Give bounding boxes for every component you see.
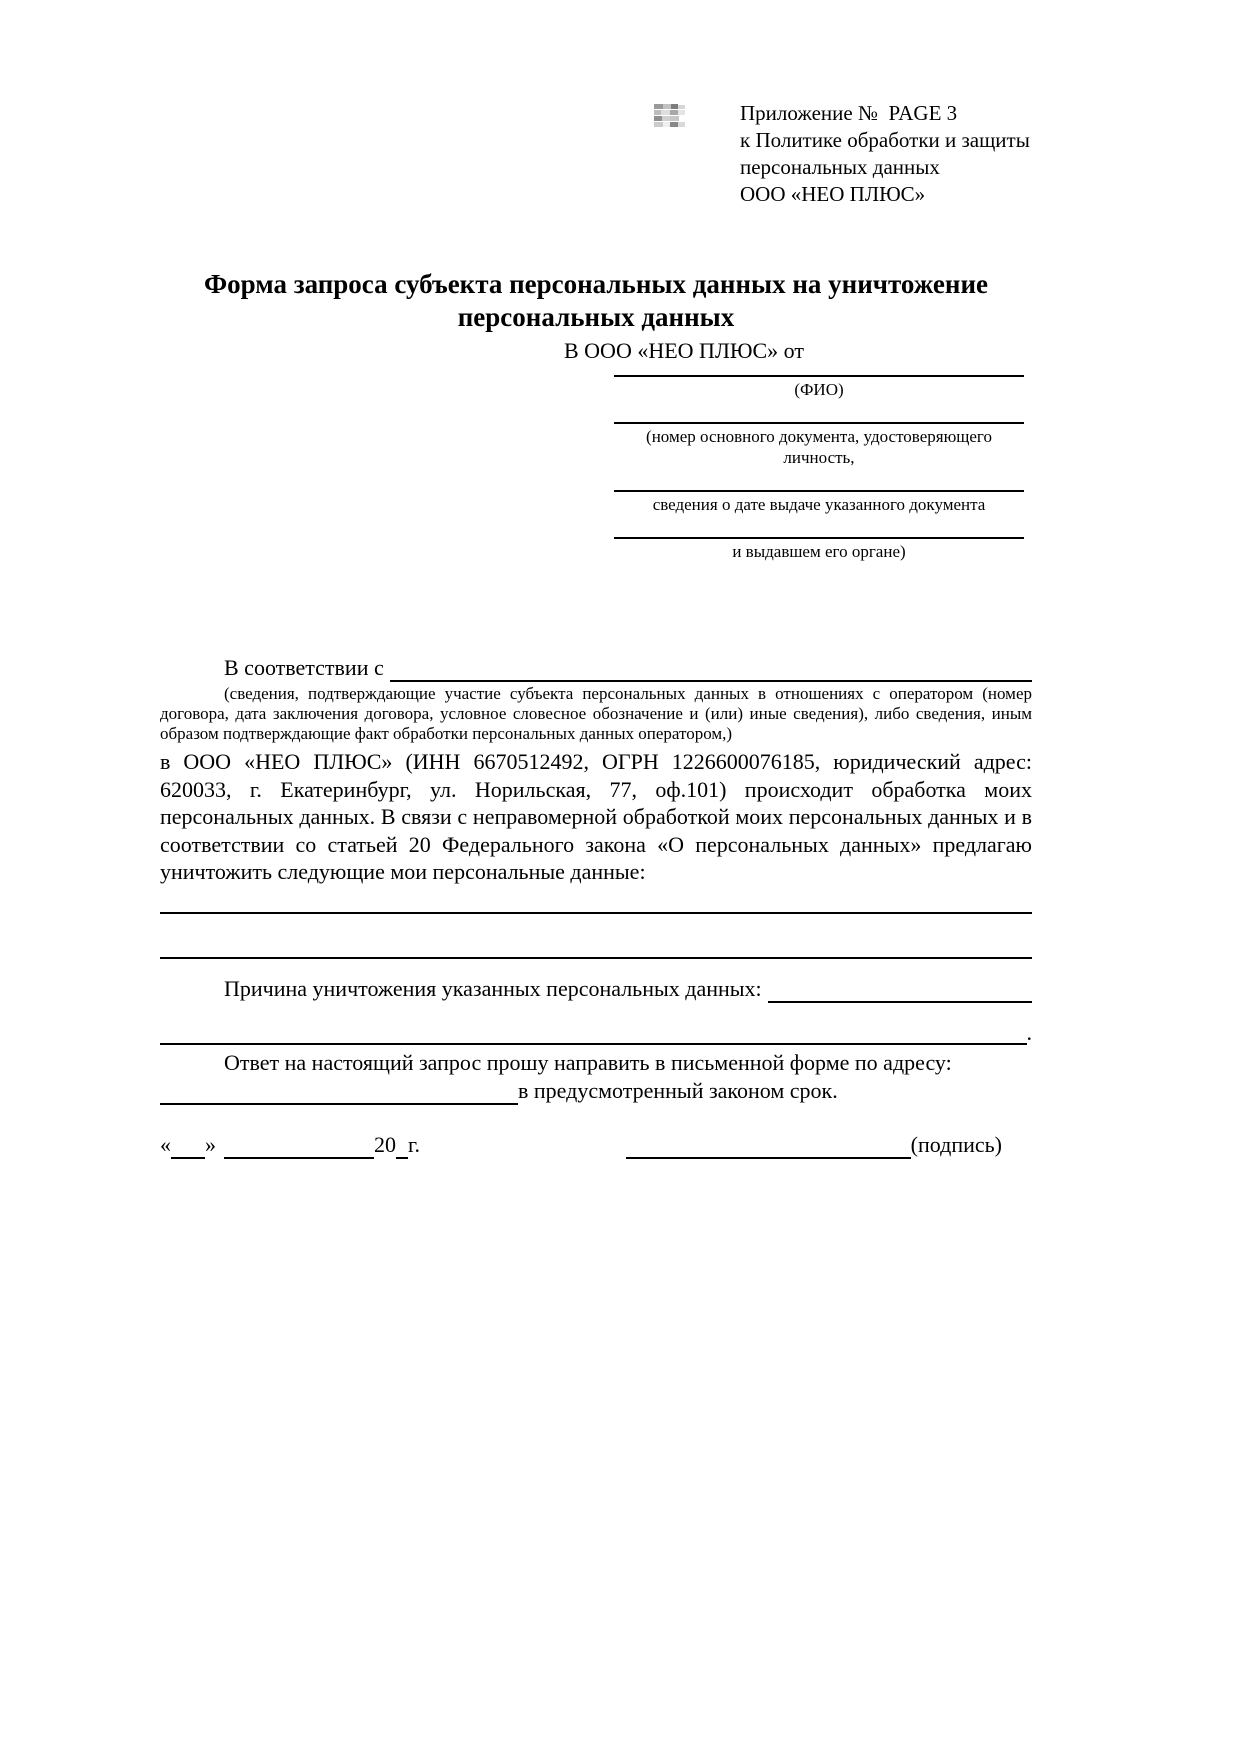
response-address-line — [160, 1077, 1032, 1105]
reason-continuation-line — [160, 1021, 1032, 1045]
date-group — [160, 1131, 420, 1159]
accordance-line — [160, 654, 1032, 682]
reason-blank-line — [768, 977, 1032, 1003]
signature-blank-line — [626, 1135, 911, 1159]
form-title-line1: Форма запроса субъекта персональных данных на уничтожение — [203, 269, 989, 299]
document-number-blank-line — [614, 412, 1024, 424]
reason-line — [160, 975, 1032, 1003]
appendix-line-number: Приложение № PAGE 3 — [740, 101, 958, 125]
date-open-quote: « — [160, 1131, 171, 1157]
date-close-quote: » — [205, 1131, 216, 1157]
year-prefix: 20 — [374, 1131, 396, 1157]
trailing-period: . — [1026, 1019, 1032, 1045]
issue-date-caption: сведения о дате выдаче указанного документа — [652, 495, 986, 514]
month-blank — [224, 1135, 374, 1159]
fio-blank-line — [614, 365, 1024, 377]
explanatory-note: (сведения, подтверждающие участие субъекта персональных данных в отношениях с оператором (номер договора, дата заключения договора, условное словесное обозначение и (или) иные сведения), либо сведения, иным образом подтверждающие факт обработки персональных данных оператором,) — [160, 684, 1032, 743]
issue-date-blank-line — [614, 480, 1024, 492]
fio-caption: (ФИО) — [794, 380, 844, 399]
field-document-number — [614, 412, 1024, 468]
issuing-authority-blank-line — [614, 527, 1024, 539]
date-signature-row — [160, 1131, 1032, 1159]
pixelated-artifact-icon — [654, 102, 686, 130]
response-request-line: Ответ на настоящий запрос прошу направить в письменной форме по адресу: — [224, 1049, 952, 1075]
appendix-line-policy: к Политике обработки и защиты — [740, 128, 1030, 152]
reason-label: Причина уничтожения указанных персональных данных: — [224, 975, 762, 1001]
year-suffix: г. — [408, 1131, 421, 1157]
form-title-line2: персональных данных — [457, 302, 735, 332]
identity-fields — [614, 365, 1024, 562]
day-blank — [171, 1135, 205, 1159]
reason-continuation-blank — [160, 1019, 1027, 1045]
field-fio — [614, 365, 1024, 400]
data-blank-line-2 — [160, 957, 1032, 959]
signature-caption: (подпись) — [910, 1131, 1002, 1157]
appendix-line-company: ООО «НЕО ПЛЮС» — [740, 182, 926, 206]
issuing-authority-caption: и выдавшем его органе) — [732, 542, 906, 561]
document-body — [160, 268, 1032, 1159]
document-number-caption: (номер основного документа, удостоверяющего личность, — [646, 427, 992, 467]
form-title — [160, 268, 1032, 334]
response-term-text: в предусмотренный законом срок. — [518, 1077, 838, 1103]
main-paragraph: в ООО «НЕО ПЛЮС» (ИНН 6670512492, ОГРН 1226600076185, юридический адрес: 620033, г. Екатеринбург, ул. Норильская, 77, оф.101) происходит обработка моих персональных данных. В связи с неправомерной обработкой моих персональных данных и в соответствии со статьей 20 Федерального закона «О персональных данных» предлагаю уничтожить следующие мои персональные данные: — [160, 749, 1032, 885]
signature-group — [626, 1131, 1002, 1159]
field-issuing-authority — [614, 527, 1024, 562]
field-issue-date — [614, 480, 1024, 515]
appendix-line-pd: персональных данных — [740, 155, 940, 179]
addressee-line: В ООО «НЕО ПЛЮС» от — [564, 338, 804, 363]
data-blank-line-1 — [160, 912, 1032, 914]
accordance-prefix: В соответствии с — [224, 655, 384, 680]
accordance-blank-line — [390, 656, 1032, 682]
year-blank — [396, 1135, 408, 1159]
appendix-header — [740, 100, 1070, 208]
address-blank-line — [160, 1079, 518, 1105]
